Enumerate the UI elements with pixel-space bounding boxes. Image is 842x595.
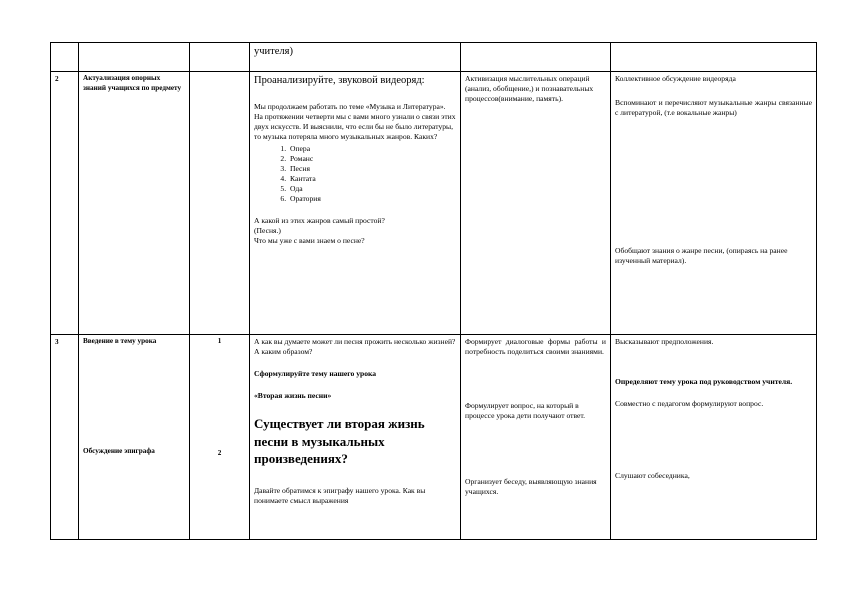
row-number: 2 — [55, 75, 59, 83]
uud-text: Активизация мыслительных операций (анализ, обобщение,) и познавательных процессов(внимание, память). — [465, 74, 594, 104]
stage-title: Актуализация опорных знаний учащихся по предмету — [83, 74, 182, 92]
student-text: Коллективное обсуждение видеоряда — [615, 74, 736, 83]
list-item: 6. Оратория — [288, 194, 456, 204]
student-text: Совместно с педагогом формулируют вопрос. — [615, 399, 764, 409]
table-row — [51, 72, 817, 335]
teacher-text: учителя) — [254, 46, 293, 57]
teacher-answer: (Песня.) — [254, 225, 281, 235]
lesson-question: Существует ли вторая жизнь песни в музыкальных произведениях? — [254, 416, 425, 467]
stage-cell — [79, 72, 190, 335]
row-number: 3 — [55, 338, 59, 346]
table-row — [51, 335, 817, 540]
teacher-text: «Вторая жизнь песни» — [254, 391, 332, 401]
uud-cell — [461, 72, 611, 335]
uud-cell — [461, 43, 611, 72]
student-text: Определяют тему урока под руководством учителя. — [615, 377, 793, 387]
teacher-text: А как вы думаете может ли песня прожить несколько жизней? А каким образом? — [254, 337, 456, 357]
genre-list — [254, 144, 456, 204]
teacher-question: А какой из этих жанров самый простой? — [254, 215, 385, 225]
uud-text: Организует беседу, выявляющую знания учащихся. — [465, 477, 597, 497]
uud-text: Формирует диалоговые формы работы и потребность поделиться своими знаниями. — [465, 337, 606, 357]
num-cell — [51, 335, 79, 540]
teacher-cell — [250, 335, 461, 540]
student-cell — [611, 43, 817, 72]
list-item: 1. Опера — [288, 144, 456, 154]
teacher-cell — [250, 72, 461, 335]
teacher-text: Мы продолжаем работать по теме «Музыка и Литература». На протяжении четверти мы с вами много узнали о связи этих двух искусств. И выяснили, что если бы не было литературы, то музыка потеряла много музыкальных жанров. Каких? — [254, 101, 456, 141]
minutes-value: 1 — [217, 337, 222, 345]
teacher-text: Сформулируйте тему нашего урока — [254, 369, 377, 379]
teacher-text: Давайте обратимся к эпиграфу нашего урока. Как вы понимаете смысл выражения — [254, 485, 426, 505]
uud-text: Формулирует вопрос, на который в процессе урока дети получают ответ. — [465, 401, 586, 421]
stage-title: Обсуждение эпиграфа — [83, 446, 155, 455]
student-text: Обобщают знания о жанре песни, (опираясь на ранее изученный материал). — [615, 246, 788, 266]
teacher-cell — [250, 43, 461, 72]
minutes-cell — [190, 43, 250, 72]
student-cell — [611, 335, 817, 540]
stage-title: Введение в тему урока — [83, 337, 157, 345]
minutes-cell — [190, 72, 250, 335]
list-item: 3. Песня — [288, 164, 456, 174]
student-text: Слушают собеседника, — [615, 471, 690, 481]
num-cell — [51, 43, 79, 72]
teacher-lead: Проанализируйте, звуковой видеоряд: — [254, 75, 425, 86]
minutes-cell — [190, 335, 250, 540]
lesson-plan-table — [50, 42, 817, 540]
minutes-value: 2 — [217, 448, 222, 457]
student-text: Высказывают предположения. — [615, 337, 714, 346]
list-item: 5. Ода — [288, 184, 456, 194]
num-cell — [51, 72, 79, 335]
stage-cell — [79, 335, 190, 540]
table-row — [51, 43, 817, 72]
uud-cell — [461, 335, 611, 540]
teacher-question: Что мы уже с вами знаем о песне? — [254, 235, 365, 245]
stage-cell — [79, 43, 190, 72]
list-item: 2. Романс — [288, 154, 456, 164]
list-item: 4. Кантата — [288, 174, 456, 184]
student-cell — [611, 72, 817, 335]
student-text: Вспоминают и перечисляют музыкальные жанры связанные с литературой, (т.е вокальные жанры) — [615, 98, 812, 118]
